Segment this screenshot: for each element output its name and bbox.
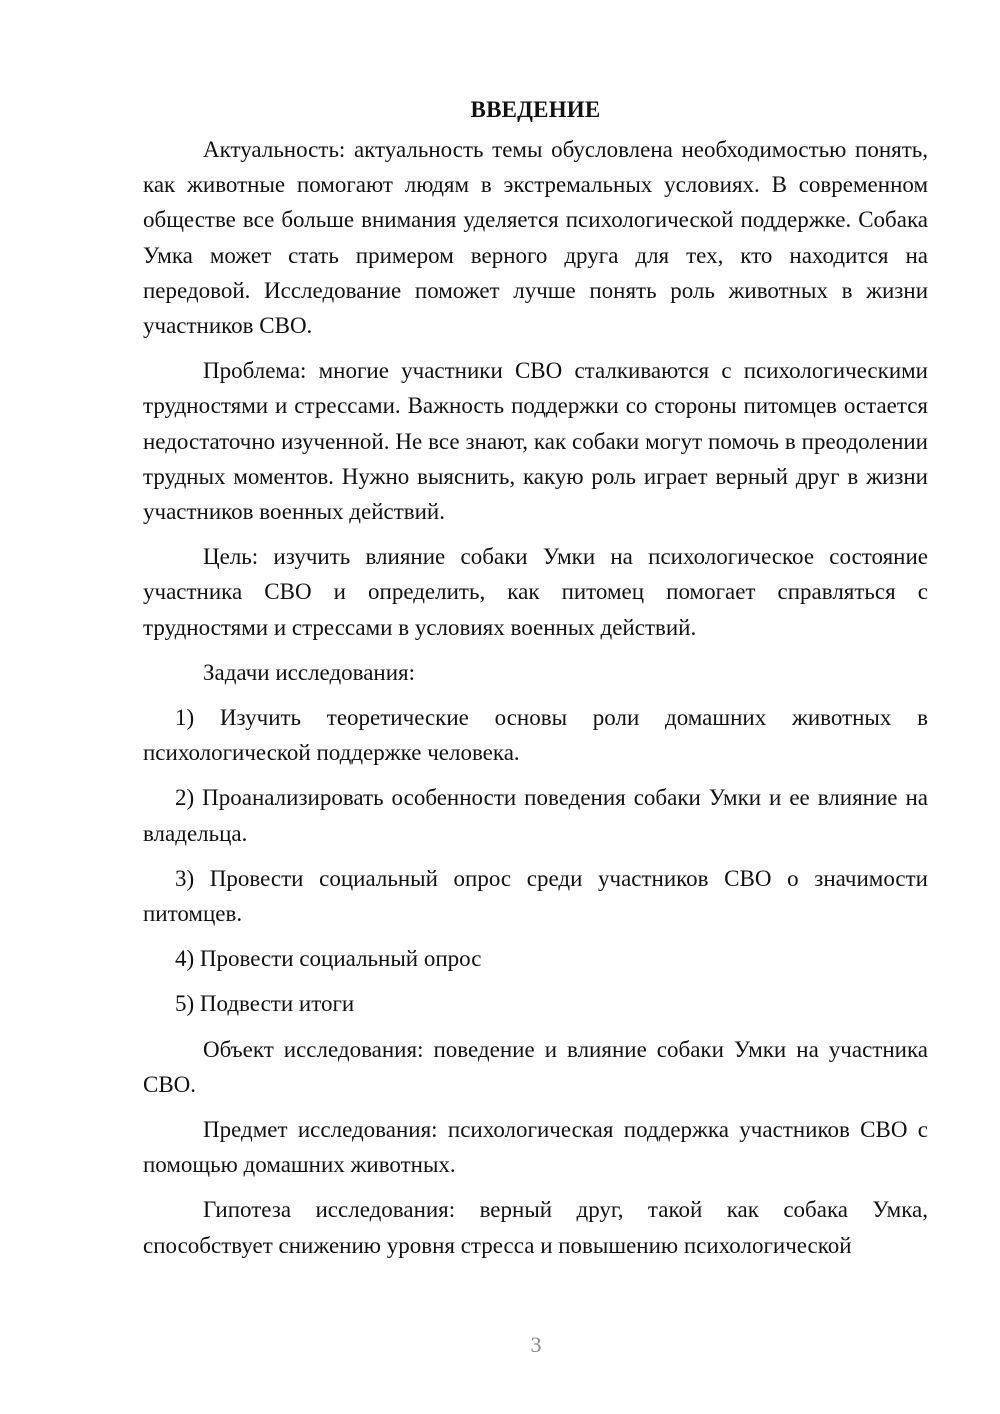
paragraph-goal: Цель: изучить влияние собаки Умки на психологическое состояние участника СВО и определить, как питомец помогает справляться с трудностями и стрессами в условиях военных действий.: [143, 544, 928, 640]
task-item-3: 3) Провести социальный опрос среди участников СВО о значимости питомцев.: [143, 865, 928, 927]
task-item-4: 4) Провести социальный опрос: [175, 946, 482, 972]
tasks-heading: Задачи исследования:: [203, 659, 416, 685]
task-item-5: 5) Подвести итоги: [175, 991, 355, 1017]
paragraph-hypothesis: Гипотеза исследования: верный друг, такой как собака Умка, способствует снижению уровня стресса и повышению психологической: [143, 1197, 928, 1258]
paragraph-problem: Проблема: многие участники СВО сталкиваются с психологическими трудностями и стрессами. Важность поддержки со стороны питомцев остается недостаточно изученной. Не все знают, как собаки могут помочь в преодолении трудных моментов. Нужно выяснить, какую роль играет верный друг в жизни участников военных действий.: [143, 358, 928, 525]
paragraph-relevance: Актуальность: актуальность темы обусловлена необходимостью понять, как животные помогают людям в экстремальных условиях. В современном обществе все больше внимания уделяется психологической поддержке. Собака Умка может стать примером верного друга для тех, кто находится на передовой. Исследование поможет лучше понять роль животных в жизни участников СВО.: [143, 137, 928, 339]
task-item-1: 1) Изучить теоретические основы роли домашних животных в психологической поддержке человека.: [143, 705, 928, 766]
tasks-list: [143, 700, 928, 1022]
document-page: [143, 92, 928, 1273]
paragraph-object: Объект исследования: поведение и влияние собаки Умки на участника СВО.: [143, 1036, 928, 1097]
page-number: 3: [530, 1332, 542, 1357]
task-item-2: 2) Проанализировать особенности поведения собаки Умки и ее влияние на владельца.: [143, 785, 928, 846]
document-title: ВВЕДЕНИЕ: [470, 97, 601, 122]
paragraph-subject: Предмет исследования: психологическая поддержка участников СВО с помощью домашних животных.: [143, 1117, 928, 1178]
